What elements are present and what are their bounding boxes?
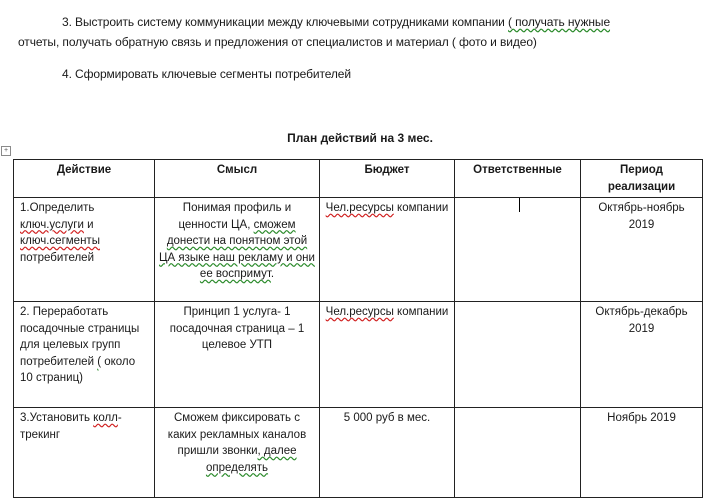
cell-meaning[interactable]: Понимая профиль и ценности ЦА, сможем донести на понятном этой ЦА языке наш рекламу и они ее воспримут. [155, 198, 320, 302]
table-row [14, 302, 703, 408]
paragraph-item-4: 4. Сформировать ключевые сегменты потребителей [62, 67, 351, 81]
header-action: Действие [14, 160, 155, 198]
table-row [14, 408, 703, 498]
plan-title: План действий на 3 мес. [287, 131, 433, 145]
header-responsible: Ответственные [455, 160, 581, 198]
item3-text-part3: отчеты, получать обратную связь и предложения от специалистов и материал ( фото и видео) [18, 35, 537, 49]
action-plan-table [13, 159, 703, 498]
item3-text-part2: ( получать нужные [508, 15, 611, 29]
cell-period[interactable]: Ноябрь 2019 [581, 408, 703, 498]
cell-budget[interactable]: 5 000 руб в мес. [320, 408, 455, 498]
cell-action[interactable]: 1.Определить ключ.услуги и ключ.сегменты потребителей [14, 198, 155, 302]
item3-text-part1: 3. Выстроить систему коммуникации между ключевыми сотрудниками компании [62, 15, 505, 29]
misspelled-word: ключ.услуги [20, 218, 84, 231]
cell-meaning[interactable]: Сможем фиксировать с каких рекламных каналов пришли звонки, далее определять [155, 408, 320, 498]
misspelled-word: Чел.ресурсы [325, 202, 394, 214]
grammar-flagged-text: , далее определять [205, 445, 297, 474]
cell-period[interactable]: Октябрь-ноябрь 2019 [581, 198, 703, 302]
table-row [14, 198, 703, 302]
misspelled-word: колл [93, 412, 118, 424]
paragraph-item-3 [18, 12, 708, 52]
misspelled-word: Чел.ресурсы [325, 306, 394, 318]
table-header-row [14, 160, 703, 198]
cell-responsible[interactable] [455, 198, 581, 302]
grammar-flagged-text: сможем донести на понятном этой ЦА языке наш рекламу и они ее воспримут [159, 218, 315, 280]
header-period: Период реализации [581, 160, 703, 198]
cell-responsible[interactable] [455, 408, 581, 498]
cell-responsible[interactable] [455, 302, 581, 408]
cell-meaning[interactable]: Принцип 1 услуга- 1 посадочная страница – 1 целевое УТП [155, 302, 320, 408]
cell-action[interactable]: 3.Установить колл-трекинг [14, 408, 155, 498]
text-cursor [519, 198, 520, 212]
cell-budget[interactable]: Чел.ресурсы компании [320, 302, 455, 408]
grammar-flagged-text: ( [97, 355, 102, 368]
header-budget: Бюджет [320, 160, 455, 198]
header-meaning: Смысл [155, 160, 320, 198]
misspelled-word: ключ.сегменты [20, 235, 100, 247]
cell-action[interactable]: 2. Переработать посадочные страницы для целевых групп потребителей ( около 10 страниц) [14, 302, 155, 408]
table-move-handle-icon[interactable]: + [1, 146, 11, 156]
cell-budget[interactable]: Чел.ресурсы компании [320, 198, 455, 302]
cell-period[interactable]: Октябрь-декабрь 2019 [581, 302, 703, 408]
